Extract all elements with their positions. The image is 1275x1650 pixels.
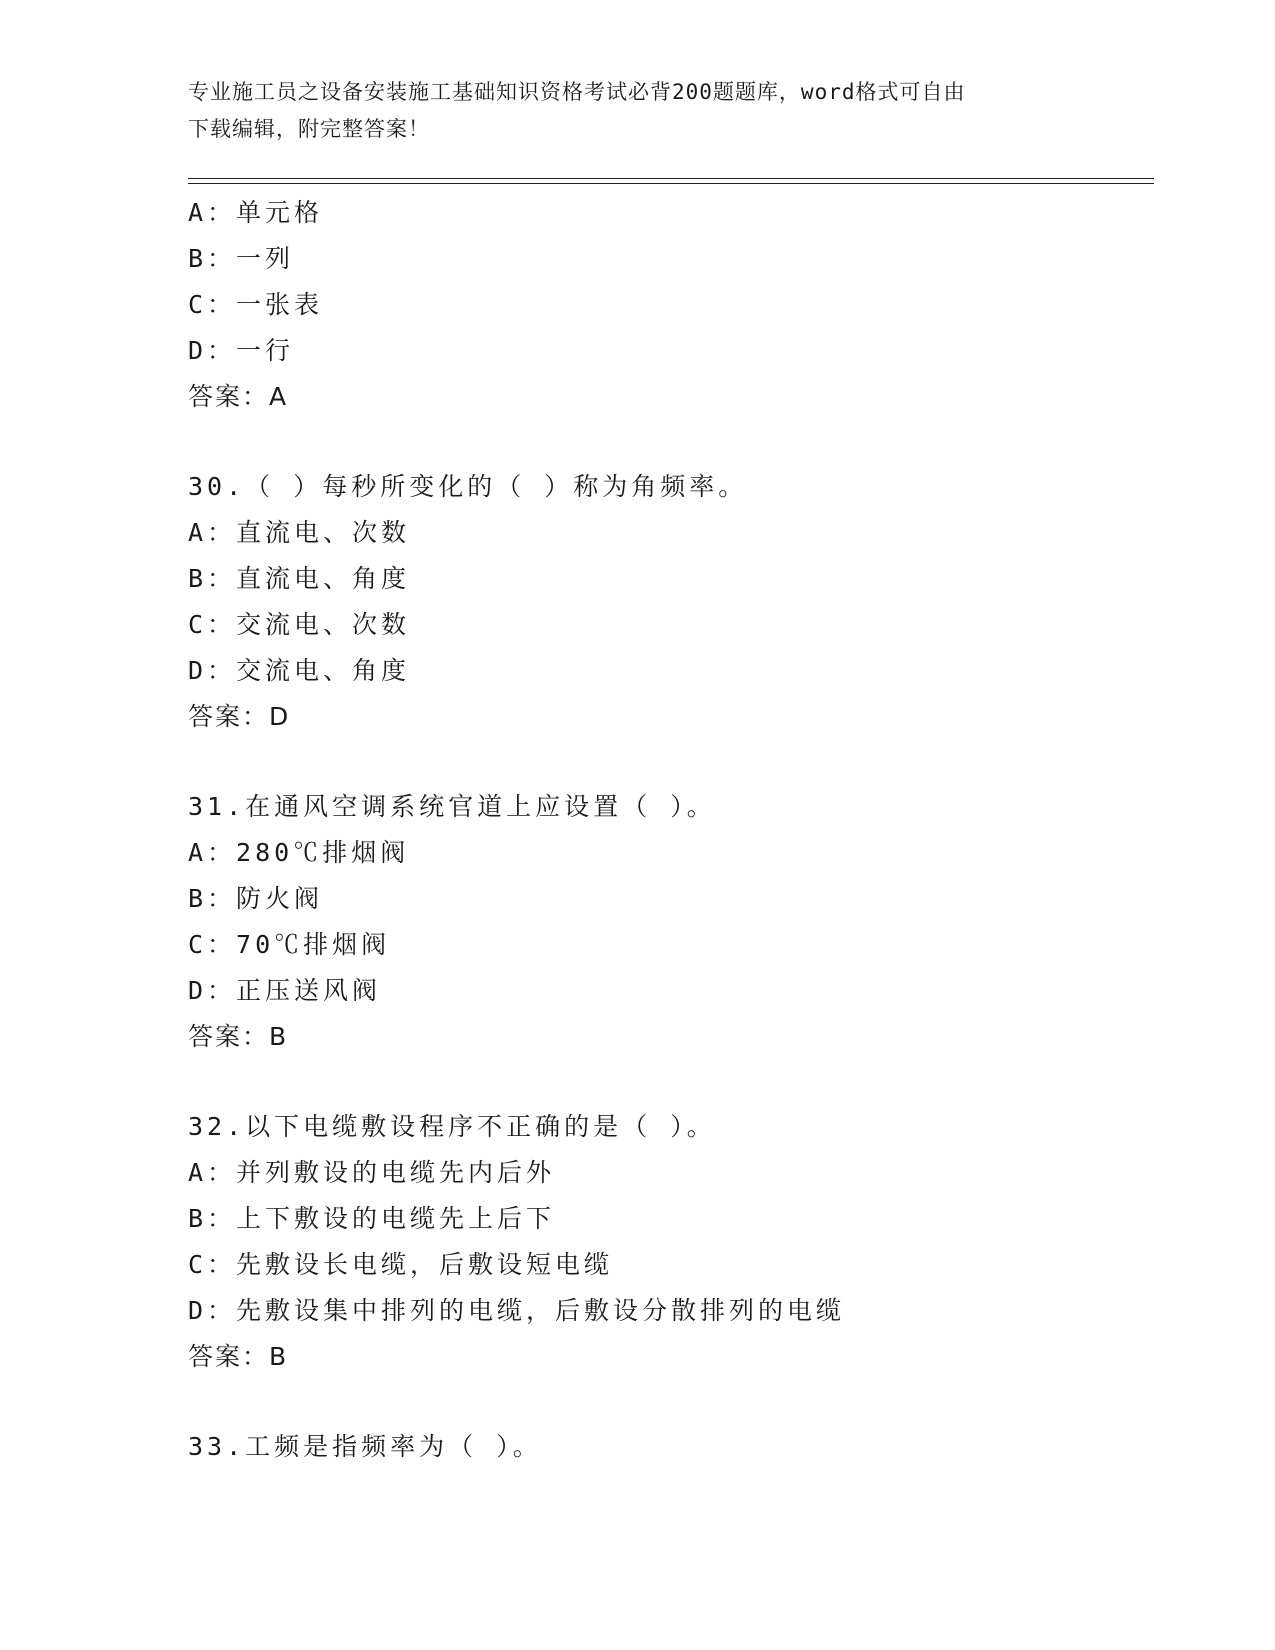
option-c: C：70℃排烟阀 (188, 930, 391, 959)
question-text: 33.工频是指频率为（ ）。 (188, 1432, 542, 1461)
option-b: B：防火阀 (188, 884, 324, 913)
header-divider-top (188, 178, 1154, 179)
question-text: 32.以下电缆敷设程序不正确的是（ ）。 (188, 1112, 716, 1141)
spacer (188, 1380, 1148, 1424)
question-text: 30.（ ）每秒所变化的（ ）称为角频率。 (188, 472, 748, 501)
question-list (188, 190, 1148, 1470)
option-b: B：直流电、角度 (188, 564, 411, 593)
spacer (188, 420, 1148, 464)
question-text: 31.在通风空调系统官道上应设置（ ）。 (188, 792, 716, 821)
document-header (188, 74, 1068, 148)
option-b: B：一列 (188, 244, 295, 273)
header-divider-bottom (188, 183, 1154, 184)
spacer (188, 740, 1148, 784)
option-a: A：280℃排烟阀 (188, 838, 410, 867)
question-33 (188, 1424, 1148, 1470)
answer-line: 答案：A (188, 382, 289, 411)
question-29 (188, 190, 1148, 420)
spacer (188, 1060, 1148, 1104)
header-line-1: 专业施工员之设备安装施工基础知识资格考试必背200题题库，word格式可自由 (188, 80, 966, 104)
option-a: A：并列敷设的电缆先内后外 (188, 1158, 556, 1187)
answer-line: 答案：D (188, 702, 291, 731)
question-30 (188, 464, 1148, 740)
option-d: D：正压送风阀 (188, 976, 382, 1005)
question-31 (188, 784, 1148, 1060)
option-b: B：上下敷设的电缆先上后下 (188, 1204, 556, 1233)
option-a: A：直流电、次数 (188, 518, 411, 547)
option-d: D：交流电、角度 (188, 656, 411, 685)
option-c: C：一张表 (188, 290, 324, 319)
option-a: A：单元格 (188, 198, 324, 227)
option-d: D：先敷设集中排列的电缆，后敷设分散排列的电缆 (188, 1296, 846, 1325)
answer-line: 答案：B (188, 1022, 289, 1051)
option-c: C：交流电、次数 (188, 610, 411, 639)
question-32 (188, 1104, 1148, 1380)
option-c: C：先敷设长电缆，后敷设短电缆 (188, 1250, 614, 1279)
option-d: D：一行 (188, 336, 295, 365)
header-line-2: 下载编辑，附完整答案！ (188, 117, 430, 141)
answer-line: 答案：B (188, 1342, 289, 1371)
